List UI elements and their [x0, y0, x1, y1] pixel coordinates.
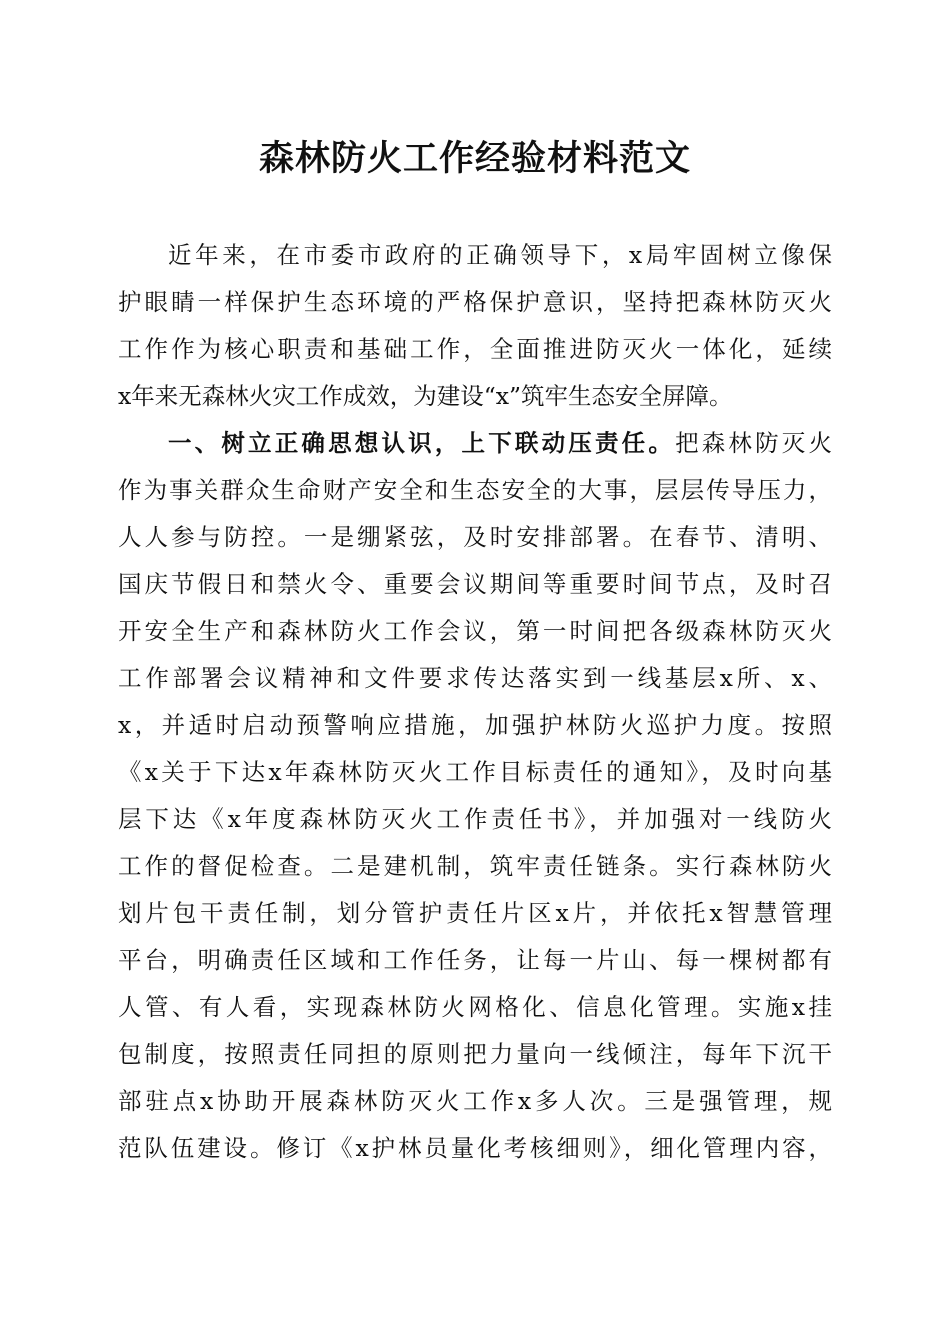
text-line: 工作部署会议精神和文件要求传达落实到一线基层x所、x、: [118, 664, 832, 692]
text-line: 近年来，在市委市政府的正确领导下，x局牢固树立像保: [168, 241, 832, 269]
text-line: 人管、有人看，实现森林防火网格化、信息化管理。实施x挂: [118, 993, 832, 1021]
paragraph-intro: [118, 232, 832, 420]
text-line: 护眼睛一样保护生态环境的严格保护意识，坚持把森林防灭火: [118, 288, 832, 316]
text-line: 开安全生产和森林防火工作会议，第一时间把各级森林防灭火: [118, 617, 832, 645]
text-line: 《x关于下达x年森林防灭火工作目标责任的通知》，及时向基: [118, 758, 832, 786]
text-line: 划片包干责任制，划分管护责任片区x片，并依托x智慧管理: [118, 899, 832, 927]
text-line: 工作作为核心职责和基础工作，全面推进防灭火一体化，延续: [118, 335, 832, 363]
text-line: [118, 420, 832, 467]
text-line: 部驻点x协助开展森林防灭火工作x多人次。三是强管理，规: [118, 1087, 832, 1115]
text-line: 人人参与防控。一是绷紧弦，及时安排部署。在春节、清明、: [118, 523, 832, 551]
text-line: x，并适时启动预警响应措施，加强护林防火巡护力度。按照: [118, 711, 832, 739]
section-heading: 一、树立正确思想认识，上下联动压责任。: [168, 429, 676, 457]
section-first-line-text: 把森林防灭火: [675, 429, 832, 457]
text-line: 工作的督促检查。二是建机制，筑牢责任链条。实行森林防火: [118, 852, 832, 880]
text-line: x年来无森林火灾工作成效，为建设“x”筑牢生态安全屏障。: [118, 382, 733, 410]
text-line: 作为事关群众生命财产安全和生态安全的大事，层层传导压力，: [118, 476, 832, 504]
text-line: 层下达《x年度森林防灭火工作责任书》，并加强对一线防火: [118, 805, 832, 833]
text-line: 包制度，按照责任同担的原则把力量向一线倾注，每年下沉干: [118, 1040, 832, 1068]
document-body: [118, 232, 832, 1172]
text-line: 平台，明确责任区域和工作任务，让每一片山、每一棵树都有: [118, 946, 832, 974]
paragraph-section-1: [118, 420, 832, 1172]
text-line: 范队伍建设。修订《x护林员量化考核细则》，细化管理内容，: [118, 1134, 832, 1162]
document-title: 森林防火工作经验材料范文: [258, 138, 691, 179]
text-line: 国庆节假日和禁火令、重要会议期间等重要时间节点，及时召: [118, 570, 832, 598]
